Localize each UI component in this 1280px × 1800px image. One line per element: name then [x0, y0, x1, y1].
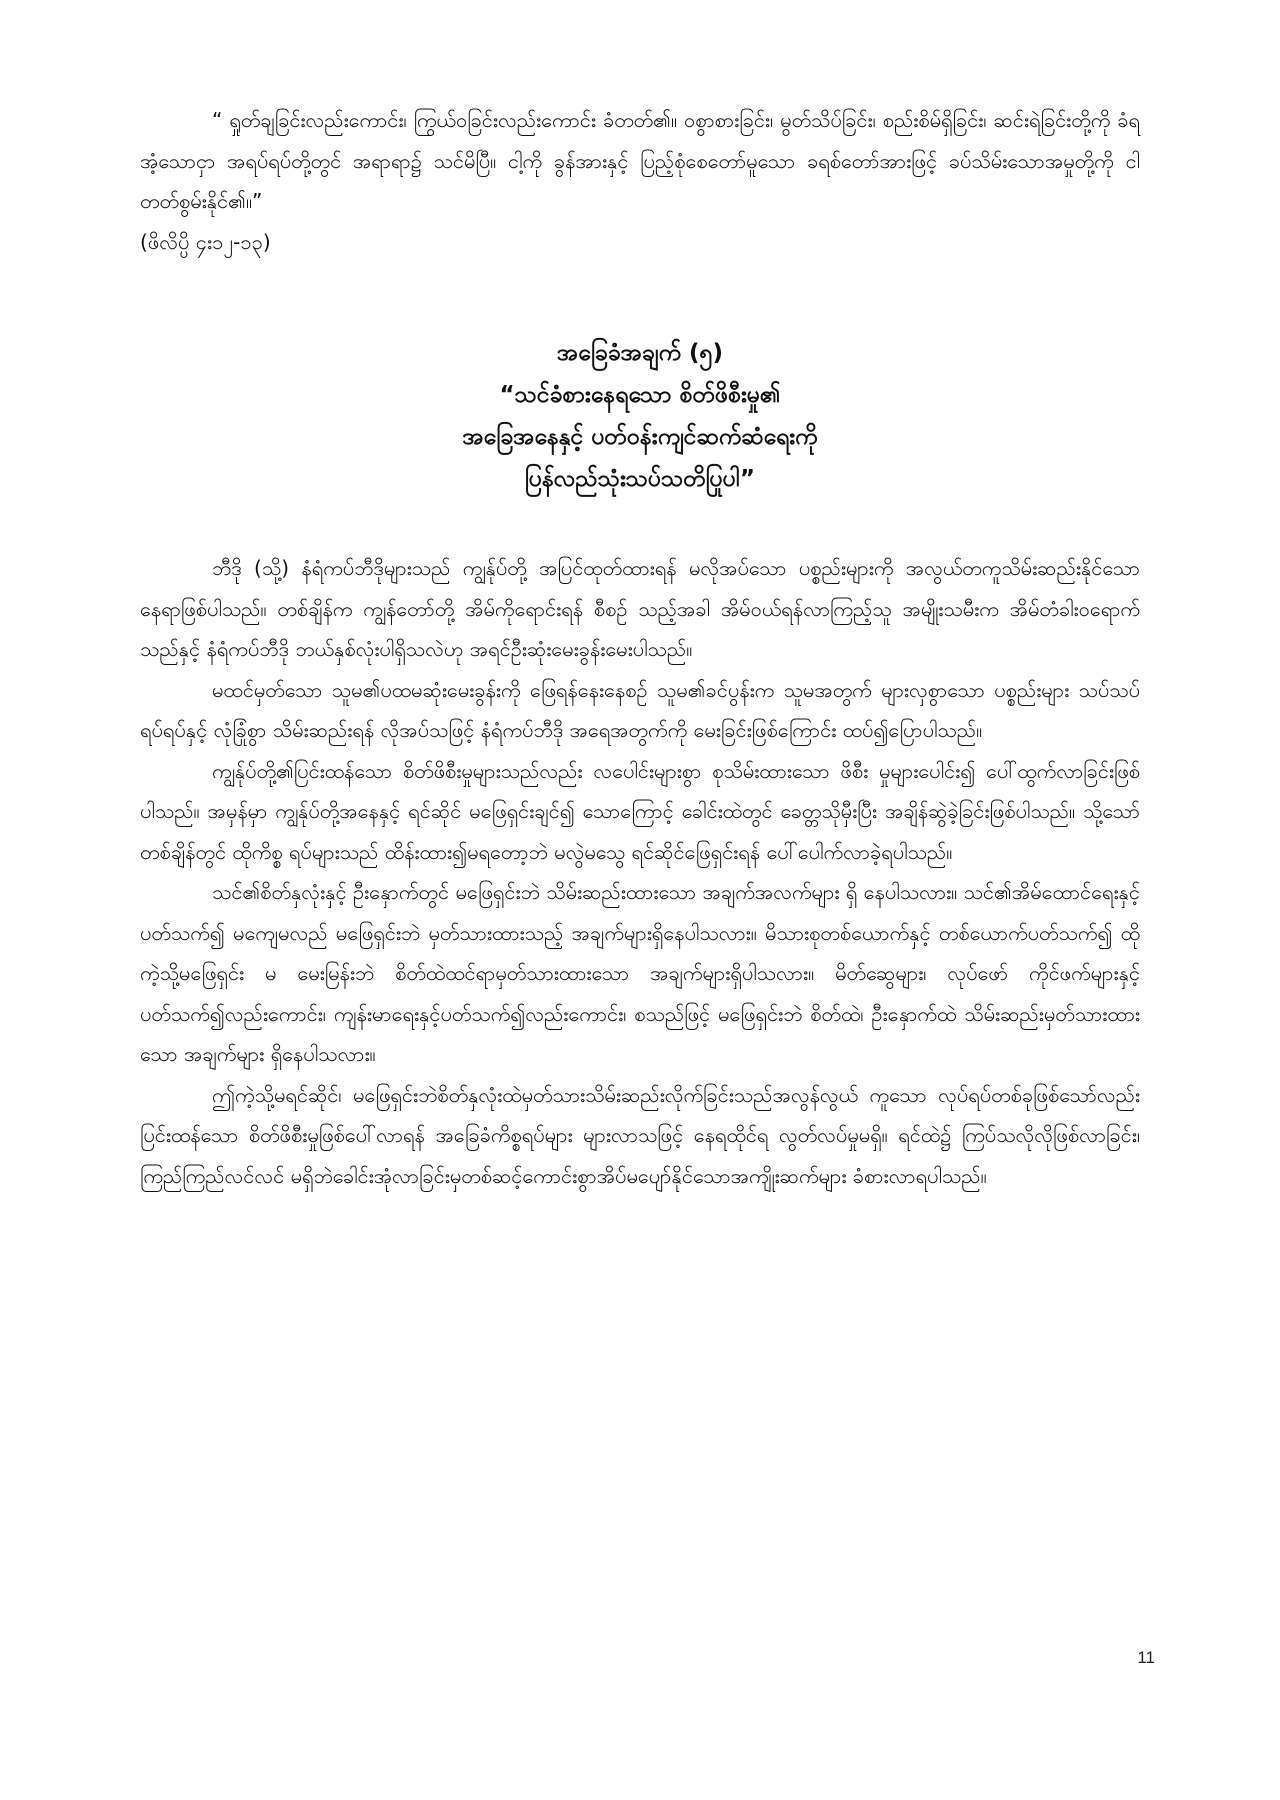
- paragraph: ဤကဲ့သို့မရင်ဆိုင်၊ မဖြေရှင်းဘဲစိတ်နှလုံးထဲမှတ်သားသိမ်းဆည်းလိုက်ခြင်းသည်အလွန်လွယ် ကူသော လုပ်ရပ်တစ်ခုဖြစ်သော်လည်း ပြင်းထန်သော စိတ်ဖိစီးမှုဖြစ်ပေါ်လာရန် အခြေခံကိစ္စရပ်များ များလာသဖြင့် နေရထိုင်ရ လွတ်လပ်မှုမရှိ။ ရင်ထဲ၌ ကြပ်သလိုလိုဖြစ်လာခြင်း၊ ကြည်ကြည်လင်လင် မရှိဘဲခေါင်းအုံလာခြင်းမှတစ်ဆင့်ကောင်းစွာအိပ်မပျော်နိုင်သောအကျိုးဆက်များ ခံစားလာရပါသည်။: [140, 1082, 1140, 1188]
- heading-line-2: “သင်ခံစားနေရသော စိတ်ဖိစီးမှု၏: [499, 382, 781, 408]
- heading-line-1: အခြေခံအချက် (၅): [557, 340, 723, 366]
- body-text: [140, 548, 1140, 1196]
- page-content: [140, 100, 1140, 1196]
- page-number: 11: [1137, 1648, 1155, 1667]
- quote-text: “ ရှုတ်ချခြင်းလည်းကောင်း၊ ကြွယ်ဝခြင်းလည်းကောင်း ခံတတ်၏။ ဝစွာစားခြင်း၊ မွတ်သိပ်ခြင်း၊ စည်းစိမ်ရှိခြင်း၊ ဆင်းရဲခြင်းတို့ကို ခံရအံ့သောငှာ အရပ်ရပ်တို့တွင် အရာရာ၌ သင်မိပြီ။ ငါ့ကို ခွန်အားနှင့် ပြည့်စုံစေတော်မူသော ခရစ်တော်အားဖြင့် ခပ်သိမ်းသောအမှုတို့ကို ငါတတ်စွမ်းနိုင်၏။”: [140, 108, 1140, 213]
- paragraph: ဘီဒို (သို့) နံရံကပ်ဘီဒိုများသည် ကျွန်ုပ်တို့ အပြင်ထုတ်ထားရန် မလိုအပ်သော ပစ္စည်းများကို အလွယ်တကူသိမ်းဆည်းနိုင်သော နေရာဖြစ်ပါသည်။ တစ်ချိန်က ကျွန်တော်တို့ အိမ်ကိုရောင်းရန် စီစဉ် သည့်အခါ အိမ်ဝယ်ရန်လာကြည့်သူ အမျိုးသမီးက အိမ်တံခါးဝရောက်သည်နှင့် နံရံကပ်ဘီဒို ဘယ်နှစ်လုံးပါရှိသလဲဟု အရင်ဦးဆုံးမေးခွန်းမေးပါသည်။: [140, 556, 1140, 661]
- section-heading: [140, 332, 1140, 500]
- paragraph: မထင်မှတ်သော သူမ၏ပထမဆုံးမေးခွန်းကို ဖြေရန်နေးနေစဉ် သူမ၏ခင်ပွန်းက သူမအတွက် များလှစွာသော ပစ္စည်းများ သပ်သပ်ရပ်ရပ်နှင့် လုံခြုံစွာ သိမ်းဆည်းရန် လိုအပ်သဖြင့် နံရံကပ်ဘီဒို အရေအတွက်ကို မေးခြင်းဖြစ်ကြောင်း ထပ်၍ပြောပါသည်။: [140, 677, 1140, 742]
- heading-line-4: ပြန်လည်သုံးသပ်သတိပြုပါ”: [525, 466, 755, 492]
- paragraph: သင်၏စိတ်နှလုံးနှင့် ဦးနှောက်တွင် မဖြေရှင်းဘဲ သိမ်းဆည်းထားသော အချက်အလက်များ ရှိ နေပါသလား။ သင်၏အိမ်ထောင်ရေးနှင့် ပတ်သက်၍ မကျေမလည် မဖြေရှင်းဘဲ မှတ်သားထားသည့် အချက်များရှိနေပါသလား။ မိသားစုတစ်ယောက်နှင့် တစ်ယောက်ပတ်သက်၍ ထိုကဲ့သို့မဖြေရှင်း မ မေးမြန်းဘဲ စိတ်ထဲထင်ရာမှတ်သားထားသော အချက်များရှိပါသလား။ မိတ်ဆွေများ၊ လုပ်ဖော် ကိုင်ဖက်များနှင့် ပတ်သက်၍လည်းကောင်း၊ ကျန်းမာရေးနှင့်ပတ်သက်၍လည်းကောင်း၊ စသည်ဖြင့် မဖြေရှင်းဘဲ စိတ်ထဲ၊ ဦးနှောက်ထဲ သိမ်းဆည်းမှတ်သားထားသော အချက်များ ရှိနေပါသလား။: [140, 880, 1140, 1066]
- heading-line-3: အခြေအနေနှင့် ပတ်ဝန်းကျင်ဆက်ဆံရေးကို: [462, 424, 818, 450]
- quote-reference: (ဖိလိပ္ပိ ၄း၁၂-၁၃): [140, 229, 271, 254]
- paragraph: ကျွန်ုပ်တို့၏ပြင်းထန်သော စိတ်ဖိစီးမှုများသည်လည်း လပေါင်းများစွာ စုသိမ်းထားသော ဖိစီး မှုများပေါင်း၍ ပေါ်ထွက်လာခြင်းဖြစ်ပါသည်။ အမှန်မှာ ကျွန်ုပ်တို့အနေနှင့် ရင်ဆိုင် မဖြေရှင်းချင်၍ သောကြောင့် ခေါင်းထဲတွင် ခေတ္တသိုမှီးပြီး အချိန်ဆွဲခဲ့ခြင်းဖြစ်ပါသည်။ သို့သော် တစ်ချိန်တွင် ထိုကိစ္စ ရပ်များသည် ထိန်းထား၍မရတော့ဘဲ မလွဲမသွေ ရင်ဆိုင်ဖြေရှင်းရန် ပေါ်ပေါက်လာခဲ့ရပါသည်။: [140, 758, 1140, 864]
- scripture-quote: [140, 100, 1140, 262]
